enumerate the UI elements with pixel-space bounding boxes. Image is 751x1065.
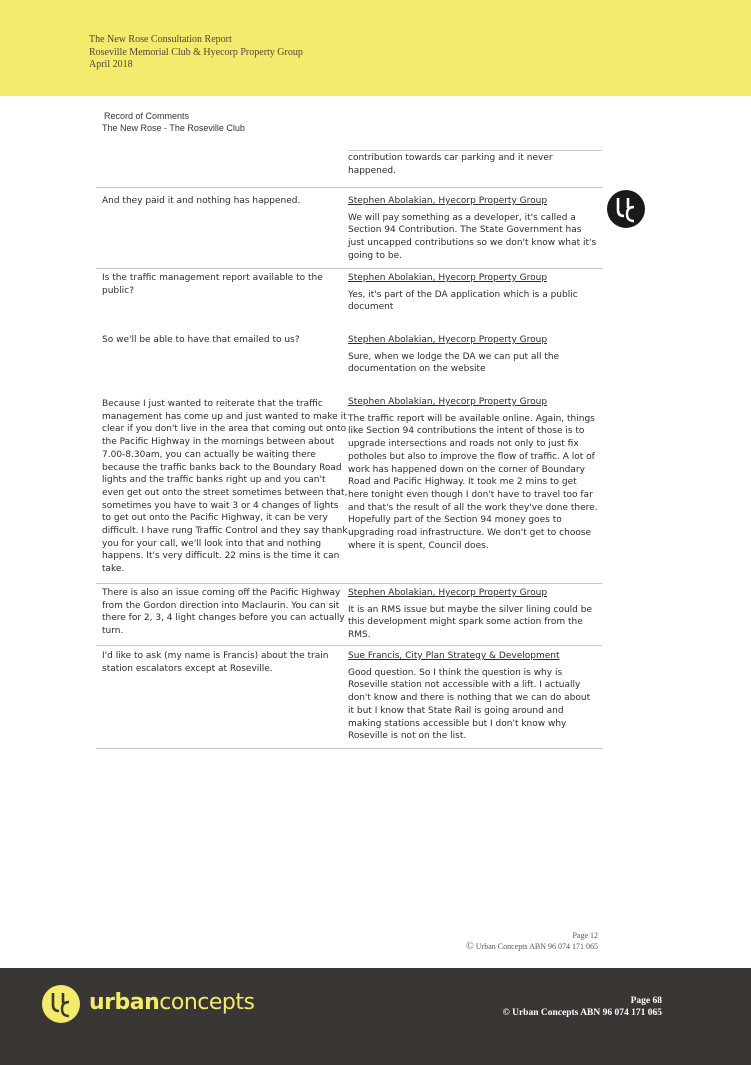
response-cell xyxy=(348,650,602,748)
comment-cell xyxy=(96,396,348,583)
comment-cell xyxy=(96,334,348,393)
speaker-name: Stephen Abolakian, Hyecorp Property Group xyxy=(348,273,548,283)
comment-text: There is also an issue coming off the Pacific Highway from the Gordon direction into Maclaurin. You can sit there for 2, 3, 4 light changes before you can actually turn. xyxy=(102,588,345,637)
speaker-name: Sue Francis, City Plan Strategy & Development xyxy=(348,651,560,661)
report-clients: Roseville Memorial Club & Hyecorp Property Group xyxy=(89,46,303,58)
inner-page-number: Page 12 xyxy=(572,931,598,940)
response-cell xyxy=(348,150,602,187)
response-cell xyxy=(348,195,602,268)
speaker-name: Stephen Abolakian, Hyecorp Property Group xyxy=(348,588,548,598)
comments-table xyxy=(96,149,602,749)
comment-cell xyxy=(96,272,348,331)
report-title: The New Rose Consultation Report xyxy=(89,34,232,45)
response-cell xyxy=(348,334,602,393)
response-text: We will pay something as a developer, it's called a Section 94 Contribution. The State Government has just uncapped contributions so we don't know what it's going to be. xyxy=(348,212,597,261)
table-row xyxy=(96,584,602,646)
comment-cell xyxy=(96,587,348,645)
response-cell xyxy=(348,272,602,331)
comment-text: So we'll be able to have that emailed to us? xyxy=(102,335,300,345)
comment-text: And they paid it and nothing has happened. xyxy=(102,196,301,206)
table-row xyxy=(96,393,602,584)
response-text: contribution towards car parking and it never happened. xyxy=(348,153,553,176)
table-row xyxy=(96,646,602,749)
response-text: Yes, it's part of the DA application which is a public document xyxy=(348,289,578,313)
footer-copyright: © Urban Concepts ABN 96 074 171 065 xyxy=(502,1008,662,1018)
comment-text: Because I just wanted to reiterate that the traffic management has come up and just wanted to make it clear if you don't live in the area that coming out onto the Pacific Highway in the mornings between about 7.00-8.30am, you can actually be waiting there because the traffic banks back to the Boundary Road lights and the traffic banks right up and you can't even get out onto the street sometimes between that, sometimes you have to wait 3 or 4 changes of lights to get out onto the Pacific Highway, it can be very difficult. I have rung Traffic Control and they say thank you for your call, we'll look into that and nothing happens. It's very difficult. 22 mins is the time it can take. xyxy=(102,399,348,575)
table-row xyxy=(96,269,602,331)
comment-cell xyxy=(96,650,348,748)
footer-page-number: Page 68 xyxy=(630,996,662,1006)
record-subtitle: The New Rose - The Roseville Club xyxy=(102,123,245,133)
report-date: April 2018 xyxy=(89,59,133,70)
inner-copyright: © Urban Concepts ABN 96 074 171 065 xyxy=(466,941,598,952)
comment-text: I'd like to ask (my name is Francis) about the train station escalators except at Roseville. xyxy=(102,651,329,674)
table-row xyxy=(96,149,602,188)
response-text: The traffic report will be available online. Again, things like Section 94 contributions the intent of those is to upgrade intersections and roads not only to just fix potholes but also to improve the flow of traffic. A lot of work has happened down on the corner of Boundary Road and Pacific Highway. It took me 2 mins to get here tonight even though I don't have to travel too far and that's the result of all the work they've done there. Hopefully part of the Section 94 money goes to upgrading road infrastructure. We don't get to choose where it is spent, Council does. xyxy=(348,413,598,551)
table-row xyxy=(96,331,602,393)
urban-concepts-logo-icon xyxy=(607,190,645,228)
response-text: Sure, when we lodge the DA we can put all the documentation on the website xyxy=(348,351,560,375)
comment-cell xyxy=(96,195,348,268)
footer-brand xyxy=(89,990,254,1015)
response-text: Good question. So I think the question is why is Roseville station not accessible with a lift. I actually don't know and there is nothing that we can do about it but I know that State Rail is going around and making stations accessible but I don't know why Roseville is not on the list. xyxy=(348,667,591,742)
speaker-name: Stephen Abolakian, Hyecorp Property Group xyxy=(348,397,548,407)
brand-rest: concepts xyxy=(159,990,255,1015)
record-heading xyxy=(102,110,245,134)
comment-cell xyxy=(96,150,348,187)
urban-concepts-footer-logo-icon xyxy=(42,985,80,1023)
record-title: Record of Comments xyxy=(104,111,190,121)
response-cell xyxy=(348,587,602,645)
inner-page-footer xyxy=(452,930,598,952)
footer-page-info xyxy=(440,995,662,1019)
table-row xyxy=(96,188,602,269)
speaker-name: Stephen Abolakian, Hyecorp Property Group xyxy=(348,335,548,345)
speaker-name: Stephen Abolakian, Hyecorp Property Group xyxy=(348,196,548,206)
report-header xyxy=(89,34,303,72)
copyright-icon: © xyxy=(466,941,474,952)
response-text: It is an RMS issue but maybe the silver lining could be this development might spark some action from the RMS. xyxy=(348,604,592,641)
comment-text: Is the traffic management report available to the public? xyxy=(102,273,323,296)
response-cell xyxy=(348,396,602,583)
brand-bold: urban xyxy=(89,990,160,1015)
